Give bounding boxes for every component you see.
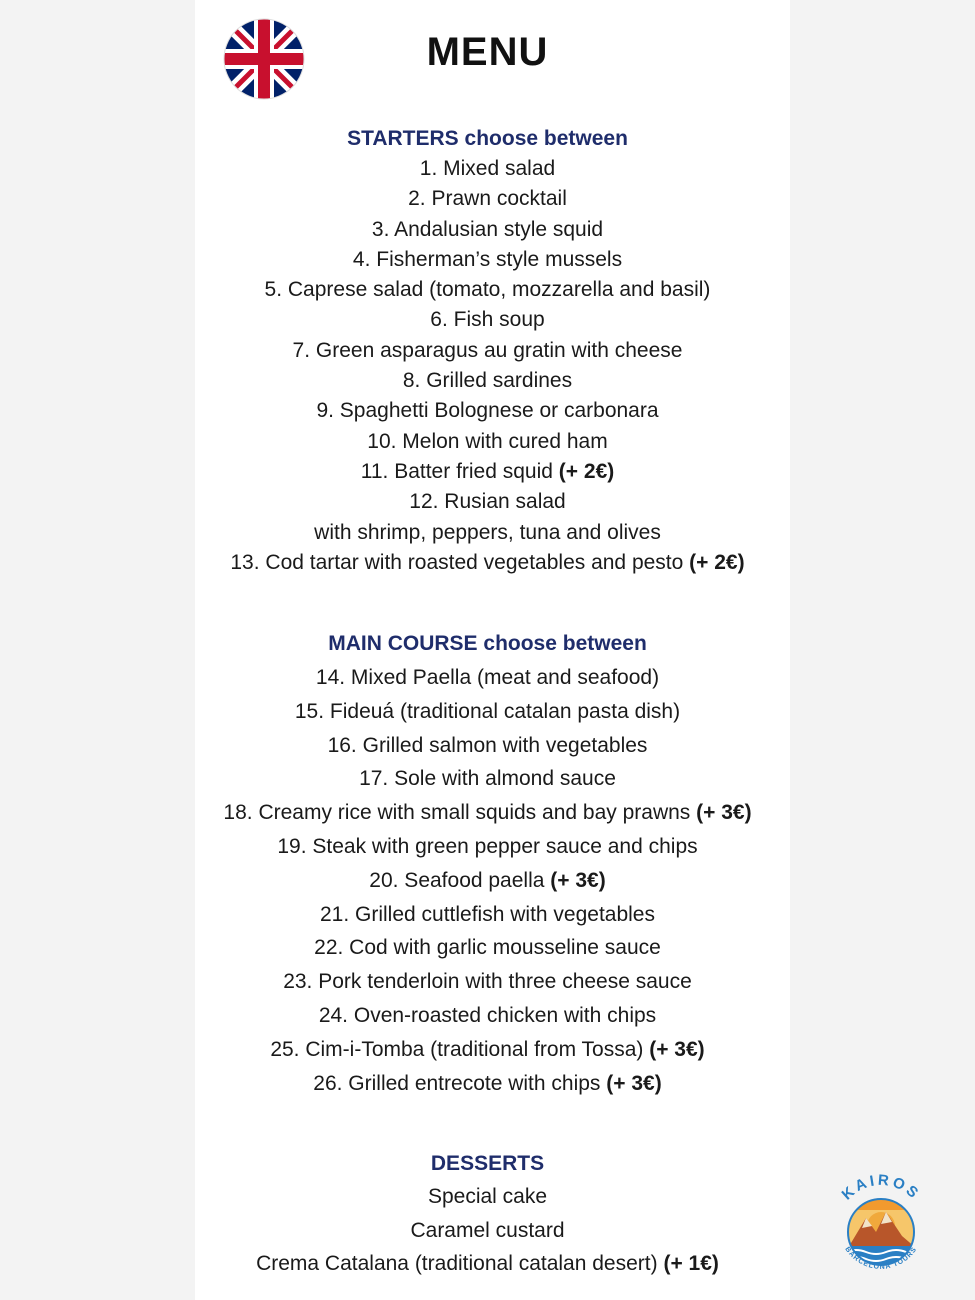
main-course-item-text: 25. Cim-i-Tomba (traditional from Tossa) — [270, 1037, 650, 1061]
starter-item — [0, 518, 975, 548]
main-course-item — [0, 796, 975, 830]
starter-item-text: 6. Fish soup — [430, 308, 545, 332]
starter-item-text: 7. Green asparagus au gratin with cheese — [292, 338, 683, 362]
main-course-section — [0, 627, 975, 1100]
main-course-item — [0, 830, 975, 864]
main-course-item-text: 20. Seafood paella — [369, 868, 551, 892]
main-course-item-supplement: (+ 3€) — [649, 1037, 705, 1061]
menu-title: MENU — [426, 30, 549, 74]
main-course-item-text: 26. Grilled entrecote with chips — [313, 1071, 607, 1095]
starter-item-text: 2. Prawn cocktail — [408, 187, 567, 211]
starter-item — [0, 366, 975, 396]
starter-item-text: 4. Fisherman’s style mussels — [352, 247, 623, 271]
starter-item-supplement: (+ 2€) — [558, 459, 615, 483]
starter-item — [0, 305, 975, 335]
main-course-item — [0, 695, 975, 729]
starter-item-text: 11. Batter fried squid — [360, 459, 559, 483]
main-course-item-text: 17. Sole with almond sauce — [359, 767, 616, 791]
main-course-item-text: 18. Creamy rice with small squids and bay prawns — [223, 801, 697, 825]
starter-item — [0, 154, 975, 184]
dessert-item-text: Crema Catalana (traditional catalan desert) — [256, 1252, 664, 1275]
main-course-item-supplement: (+ 3€) — [550, 868, 606, 892]
dessert-item-text: Special cake — [427, 1185, 548, 1208]
starter-item-text: 9. Spaghetti Bolognese or carbonara — [316, 399, 659, 423]
main-course-item — [0, 1067, 975, 1101]
main-course-item — [0, 898, 975, 932]
starter-item-text: 3. Andalusian style squid — [371, 217, 604, 241]
main-course-item-text: 19. Steak with green pepper sauce and chips — [277, 834, 698, 858]
starter-item-text: with shrimp, peppers, tuna and olives — [314, 520, 661, 544]
main-course-item-supplement: (+ 3€) — [696, 801, 752, 825]
main-course-heading-label: MAIN COURSE — [328, 632, 478, 655]
dessert-item-text: Caramel custard — [410, 1218, 565, 1242]
logo-bottom-text: BARCELONA TOURS — [843, 1245, 919, 1271]
main-course-item-text: 15. Fideuá (traditional catalan pasta dish) — [294, 699, 681, 723]
starter-item — [0, 457, 975, 487]
starter-item-supplement: (+ 2€) — [689, 550, 745, 574]
main-course-item-text: 21. Grilled cuttlefish with vegetables — [319, 902, 655, 926]
main-course-item — [0, 729, 975, 763]
logo-top-text: KAIROS — [838, 1171, 924, 1204]
starter-item — [0, 215, 975, 245]
starter-item-text: 8. Grilled sardines — [402, 369, 573, 393]
dessert-item-supplement: (+ 1€) — [663, 1252, 719, 1275]
main-course-item — [0, 762, 975, 796]
main-course-item — [0, 1033, 975, 1067]
starter-item-text: 5. Caprese salad (tomato, mozzarella and basil) — [264, 278, 711, 302]
starters-heading-suffix: choose between — [464, 127, 628, 150]
main-course-heading-suffix: choose between — [483, 632, 647, 655]
main-course-item-text: 22. Cod with garlic mousseline sauce — [314, 936, 661, 960]
main-course-item-text: 24. Oven-roasted chicken with chips — [318, 1003, 657, 1027]
starter-item — [0, 275, 975, 305]
main-course-item — [0, 999, 975, 1033]
starter-item — [0, 336, 975, 366]
main-course-item — [0, 661, 975, 695]
starter-item — [0, 487, 975, 517]
starters-section — [0, 124, 975, 578]
starter-item-text: 1. Mixed salad — [419, 157, 556, 180]
starter-item — [0, 245, 975, 275]
starter-item — [0, 396, 975, 426]
starter-item-text: 12. Rusian salad — [409, 490, 566, 514]
starters-list — [0, 154, 975, 578]
starter-item — [0, 427, 975, 457]
starter-item — [0, 548, 975, 578]
main-course-item-text: 14. Mixed Paella (meat and seafood) — [315, 666, 660, 689]
main-course-item-supplement: (+ 3€) — [606, 1071, 662, 1095]
starters-heading — [0, 124, 975, 154]
starter-item-text: 10. Melon with cured ham — [367, 429, 608, 453]
starters-heading-label: STARTERS — [347, 127, 459, 150]
desserts-heading: DESSERTS — [430, 1152, 545, 1175]
starter-item-text: 13. Cod tartar with roasted vegetables and pesto — [230, 550, 690, 574]
main-course-item — [0, 965, 975, 999]
main-course-item-text: 23. Pork tenderloin with three cheese sauce — [283, 970, 692, 994]
main-course-list — [0, 661, 975, 1100]
main-course-item — [0, 931, 975, 965]
starter-item — [0, 184, 975, 214]
main-course-item-text: 16. Grilled salmon with vegetables — [327, 733, 648, 757]
kairos-logo-icon — [826, 1166, 936, 1286]
main-course-heading — [0, 627, 975, 661]
main-course-item — [0, 864, 975, 898]
